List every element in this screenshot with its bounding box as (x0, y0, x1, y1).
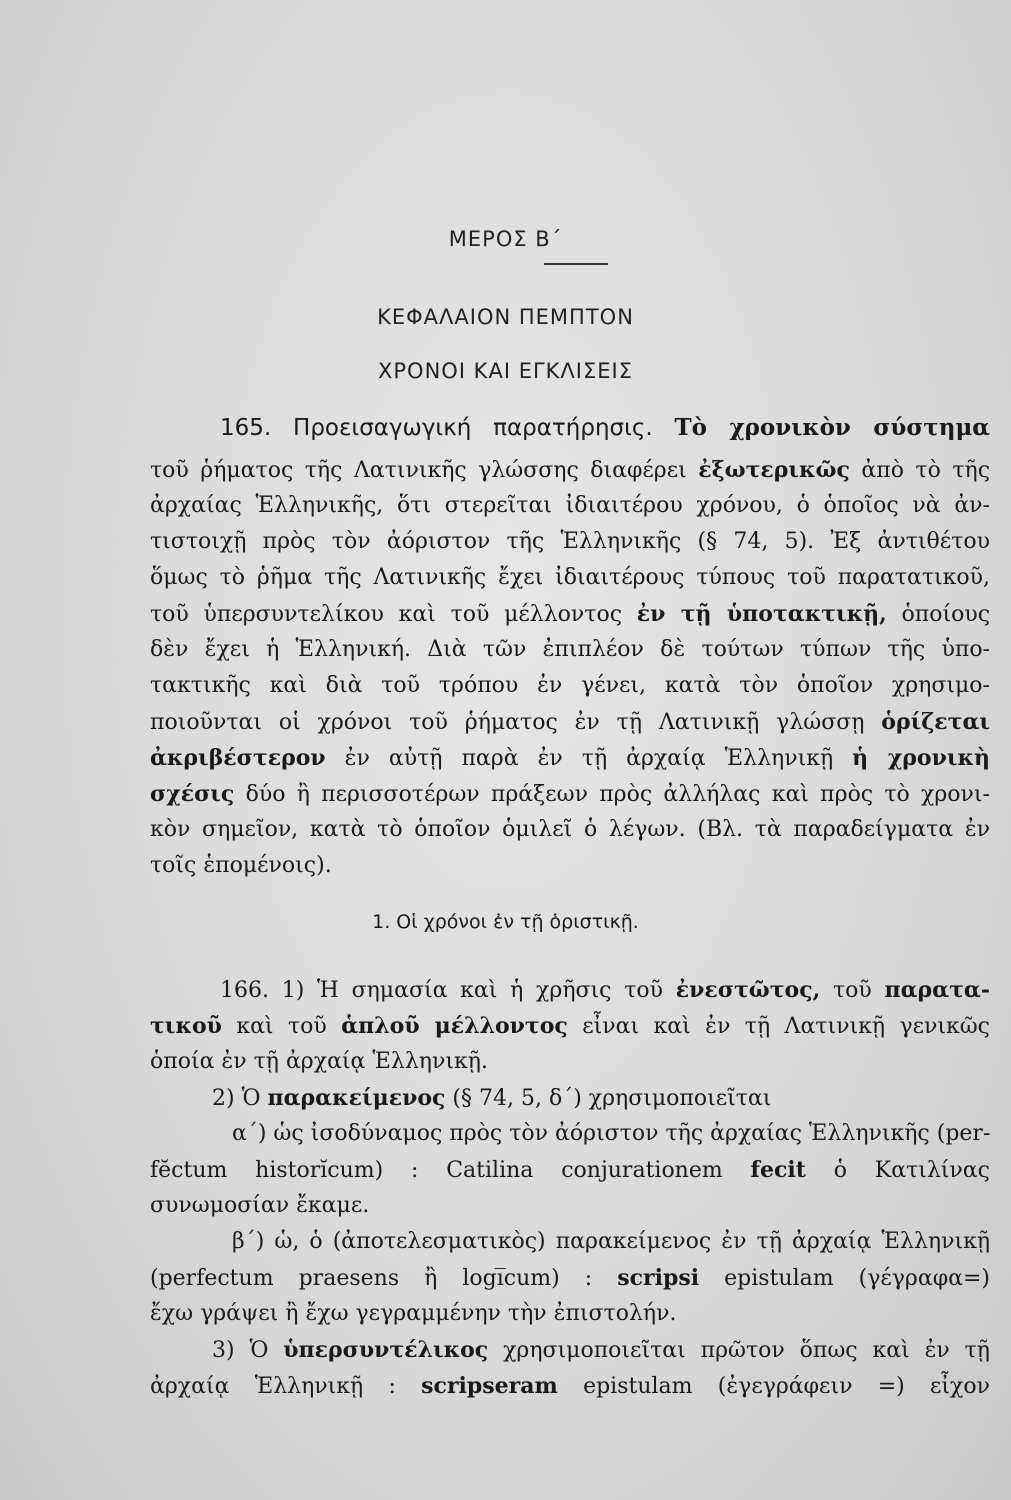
text-line: β΄) ὡ, ὁ (ἀποτελεσματικὸς) παρακείμενος ἐν τῇ ἀρχαίᾳ Ἑλληνικῇ (232, 1229, 990, 1254)
text-line: ἀρχαίας Ἑλληνικῆς, ὅτι στερεῖται ἰδιαιτέρου χρόνου, ὁ ὁποῖος νὰ ἀν- (150, 493, 990, 518)
chapter-heading: ΚΕΦΑΛΑΙΟΝ ΠΕΜΠΤΟΝ (377, 305, 634, 329)
text-line: τακτικῆς καὶ διὰ τοῦ τρόπου ἐν γένει, κατὰ τὸν ὁποῖον χρησιμο- (150, 673, 990, 698)
text-line: 2) Ὁ παρακείμενος (§ 74, 5, δ΄) χρησιμοποιεῖται (212, 1085, 772, 1111)
subsection-heading: 1. Οἱ χρόνοι ἐν τῇ ὁριστικῇ. (372, 911, 639, 933)
text-line: α΄) ὡς ἰσοδύναμος πρὸς τὸν ἀόριστον τῆς ἀρχαίας Ἑλληνικῆς (per- (232, 1121, 991, 1146)
text-line: τοῦ ὑπερσυντελίκου καὶ τοῦ μέλλοντος ἐν τῇ ὑποτακτικῇ, ὁποίους (150, 601, 991, 627)
text-line: συνωμοσίαν ἔκαμε. (150, 1193, 370, 1218)
text-line: σχέσις δύο ἢ περισσοτέρων πράξεων πρὸς ἀλλήλας καὶ πρὸς τὸ χρονι- (150, 781, 990, 807)
text-line: ποιοῦνται οἱ χρόνοι τοῦ ῥήματος ἐν τῇ Λατινικῇ γλώσσῃ ὁρίζεται (150, 709, 991, 735)
heading-rule (544, 263, 608, 265)
text-line: ὁποία ἐν τῇ ἀρχαίᾳ Ἑλληνικῇ. (150, 1049, 488, 1074)
text-line: κὸν σημεῖον, κατὰ τὸ ὁποῖον ὁμιλεῖ ὁ λέγων. (Βλ. τὰ παραδείγματα ἐν (150, 817, 990, 842)
text-line: ἔχω γράψει ἢ ἔχω γεγραμμένην τὴν ἐπιστολήν. (150, 1301, 677, 1326)
section-165-line: 165. Προεισαγωγική παρατήρησις. Τὸ χρονικὸν σύστημα (220, 414, 991, 441)
section-165-heading: 165. Προεισαγωγική παρατήρησις. (220, 415, 653, 441)
text-line: δὲν ἔχει ἡ Ἑλληνική. Διὰ τῶν ἐπιπλέον δὲ τούτων τύπων τῆς ὑπο- (150, 637, 990, 662)
text-line: τικοῦ καὶ τοῦ ἁπλοῦ μέλλοντος εἶναι καὶ ἐν τῇ Λατινικῇ γενικῶς (150, 1013, 990, 1039)
section-166-line: 166. 1) Ἡ σημασία καὶ ἡ χρῆσις τοῦ ἐνεστῶτος, τοῦ παρατα- (220, 977, 990, 1003)
text-line: τοῖς ἑπομένοις). (150, 853, 332, 878)
text-line: 3) Ὁ ὑπερσυντέλικος χρησιμοποιεῖται πρῶτον ὅπως καὶ ἐν τῇ (212, 1337, 990, 1363)
text-line: ἀρχαίᾳ Ἑλληνικῇ : scripseram epistulam (ἐγεγράφειν =) εἶχον (150, 1373, 990, 1399)
part-heading: ΜΕΡΟΣ Β΄ (448, 227, 563, 251)
text-line: τοῦ ῥήματος τῆς Λατινικῆς γλώσσης διαφέρει ἐξωτερικῶς ἀπὸ τὸ τῆς (150, 457, 991, 483)
text-line: (perfectum praesens ἢ logi̅cum) : scripsi epistulam (γέγραφα=) (150, 1265, 990, 1291)
text-line: fĕctum historĭcum) : Catilina conjurationem fecit ὁ Κατιλίνας (150, 1157, 990, 1183)
text-line: ὅμως τὸ ῥῆμα τῆς Λατινικῆς ἔχει ἰδιαιτέρους τύπους τοῦ παρατατικοῦ, (150, 565, 990, 590)
chapter-title: ΧΡΟΝΟΙ ΚΑΙ ΕΓΚΛΙΣΕΙΣ (378, 359, 633, 383)
text-line: ἀκριβέστερον ἐν αὐτῇ παρὰ ἐν τῇ ἀρχαίᾳ Ἑλληνικῇ ἡ χρονικὴ (150, 745, 990, 771)
text-line: τιστοιχῇ πρὸς τὸν ἀόριστον τῆς Ἑλληνικῆς (§ 74, 5). Ἐξ ἀντιθέτου (150, 529, 990, 554)
